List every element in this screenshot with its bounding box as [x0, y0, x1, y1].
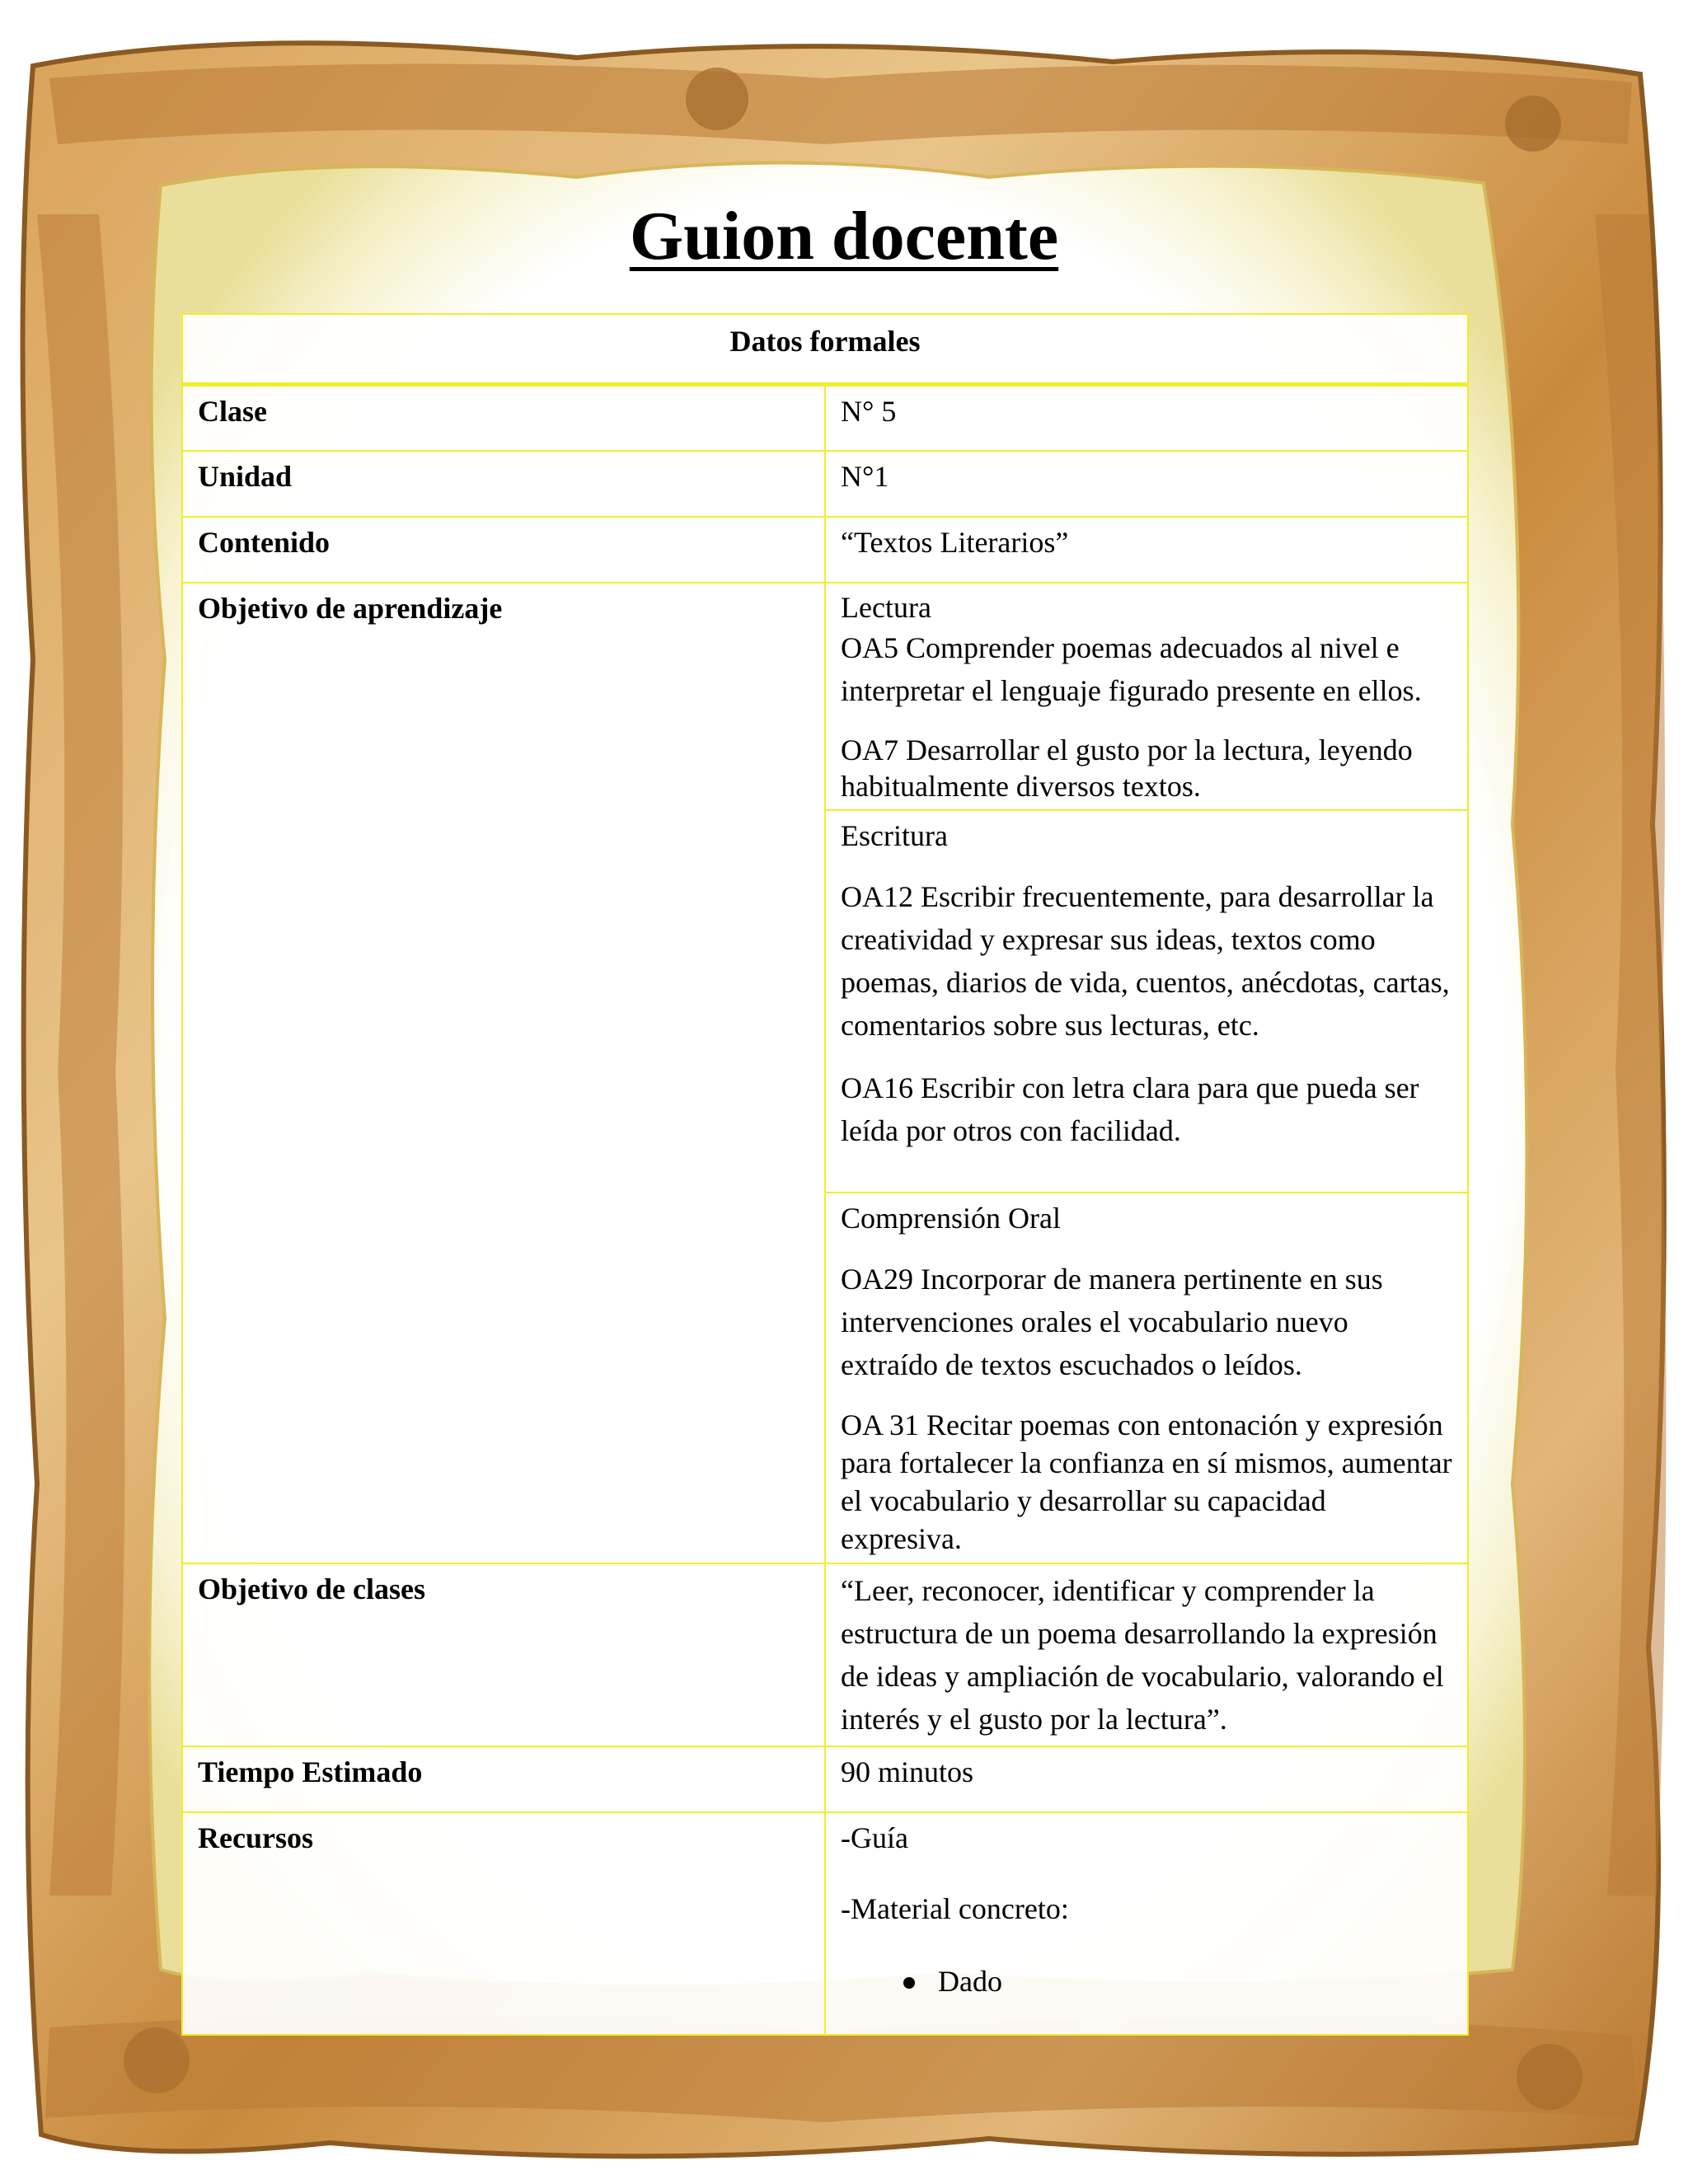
objetivo-clases-label: Objetivo de clases: [182, 1563, 825, 1746]
table-header-row: [182, 314, 1468, 385]
recursos-item-dado: Dado: [938, 1964, 1002, 1998]
oa5-text: OA5 Comprender poemas adecuados al nivel e interpretar el lenguaje figurado presente en ellos.: [841, 630, 1422, 707]
table-row-objetivo-aprendizaje-lectura: [182, 583, 1468, 810]
escritura-heading: Escritura: [841, 818, 948, 852]
comprension-oral-cell: [825, 1193, 1468, 1563]
table-header: Datos formales: [182, 314, 1468, 385]
contenido-label: Contenido: [182, 517, 825, 583]
oa29-text: OA29 Incorporar de manera pertinente en sus intervenciones orales el vocabulario nuevo extraído de textos escuchados o leídos.: [841, 1262, 1383, 1381]
table-row-recursos: [182, 1812, 1468, 2035]
table-row-objetivo-clases: [182, 1563, 1468, 1746]
tiempo-value: 90 minutos: [825, 1746, 1468, 1812]
unidad-value: N°1: [825, 451, 1468, 517]
bullet-icon: [903, 1977, 915, 1989]
clase-label: Clase: [182, 385, 825, 451]
table-row-clase: [182, 385, 1468, 451]
objetivo-aprendizaje-label: Objetivo de aprendizaje: [182, 583, 825, 1563]
tiempo-label: Tiempo Estimado: [182, 1746, 825, 1812]
comprension-oral-heading: Comprensión Oral: [841, 1201, 1061, 1235]
recursos-cell: [825, 1812, 1468, 2035]
recursos-guia: -Guía: [841, 1821, 908, 1854]
lectura-heading: Lectura: [841, 590, 931, 624]
oa31-text: OA 31 Recitar poemas con entonación y expresión para fortalecer la confianza en sí mismos, aumentar el vocabulario y desarrollar su capacidad expresiva.: [841, 1408, 1452, 1555]
clase-value: N° 5: [825, 385, 1468, 451]
escritura-cell: [825, 810, 1468, 1193]
unidad-label: Unidad: [182, 451, 825, 517]
table-row-tiempo: [182, 1746, 1468, 1812]
lectura-cell: [825, 583, 1468, 810]
recursos-label: Recursos: [182, 1812, 825, 2035]
objetivo-clases-value: “Leer, reconocer, identificar y comprender la estructura de un poema desarrollando la expresión de ideas y ampliación de vocabulario, valorando el interés y el gusto por la lectura”.: [825, 1563, 1468, 1746]
oa12-text: OA12 Escribir frecuentemente, para desarrollar la creatividad y expresar sus ideas, textos como poemas, diarios de vida, cuentos, anécdotas, cartas, comentarios sobre sus lecturas, etc.: [841, 879, 1450, 1042]
list-item: [841, 1961, 1452, 2001]
table-row-unidad: [182, 451, 1468, 517]
oa7-text: OA7 Desarrollar el gusto por la lectura, leyendo habitualmente diversos textos.: [841, 733, 1413, 803]
page-title: Guion docente: [629, 198, 1059, 274]
recursos-material: -Material concreto:: [841, 1891, 1069, 1925]
table-row-contenido: [182, 517, 1468, 583]
contenido-value: “Textos Literarios”: [825, 517, 1468, 583]
oa16-text: OA16 Escribir con letra clara para que pueda ser leída por otros con facilidad.: [841, 1071, 1419, 1147]
datos-formales-table: [181, 313, 1469, 2036]
